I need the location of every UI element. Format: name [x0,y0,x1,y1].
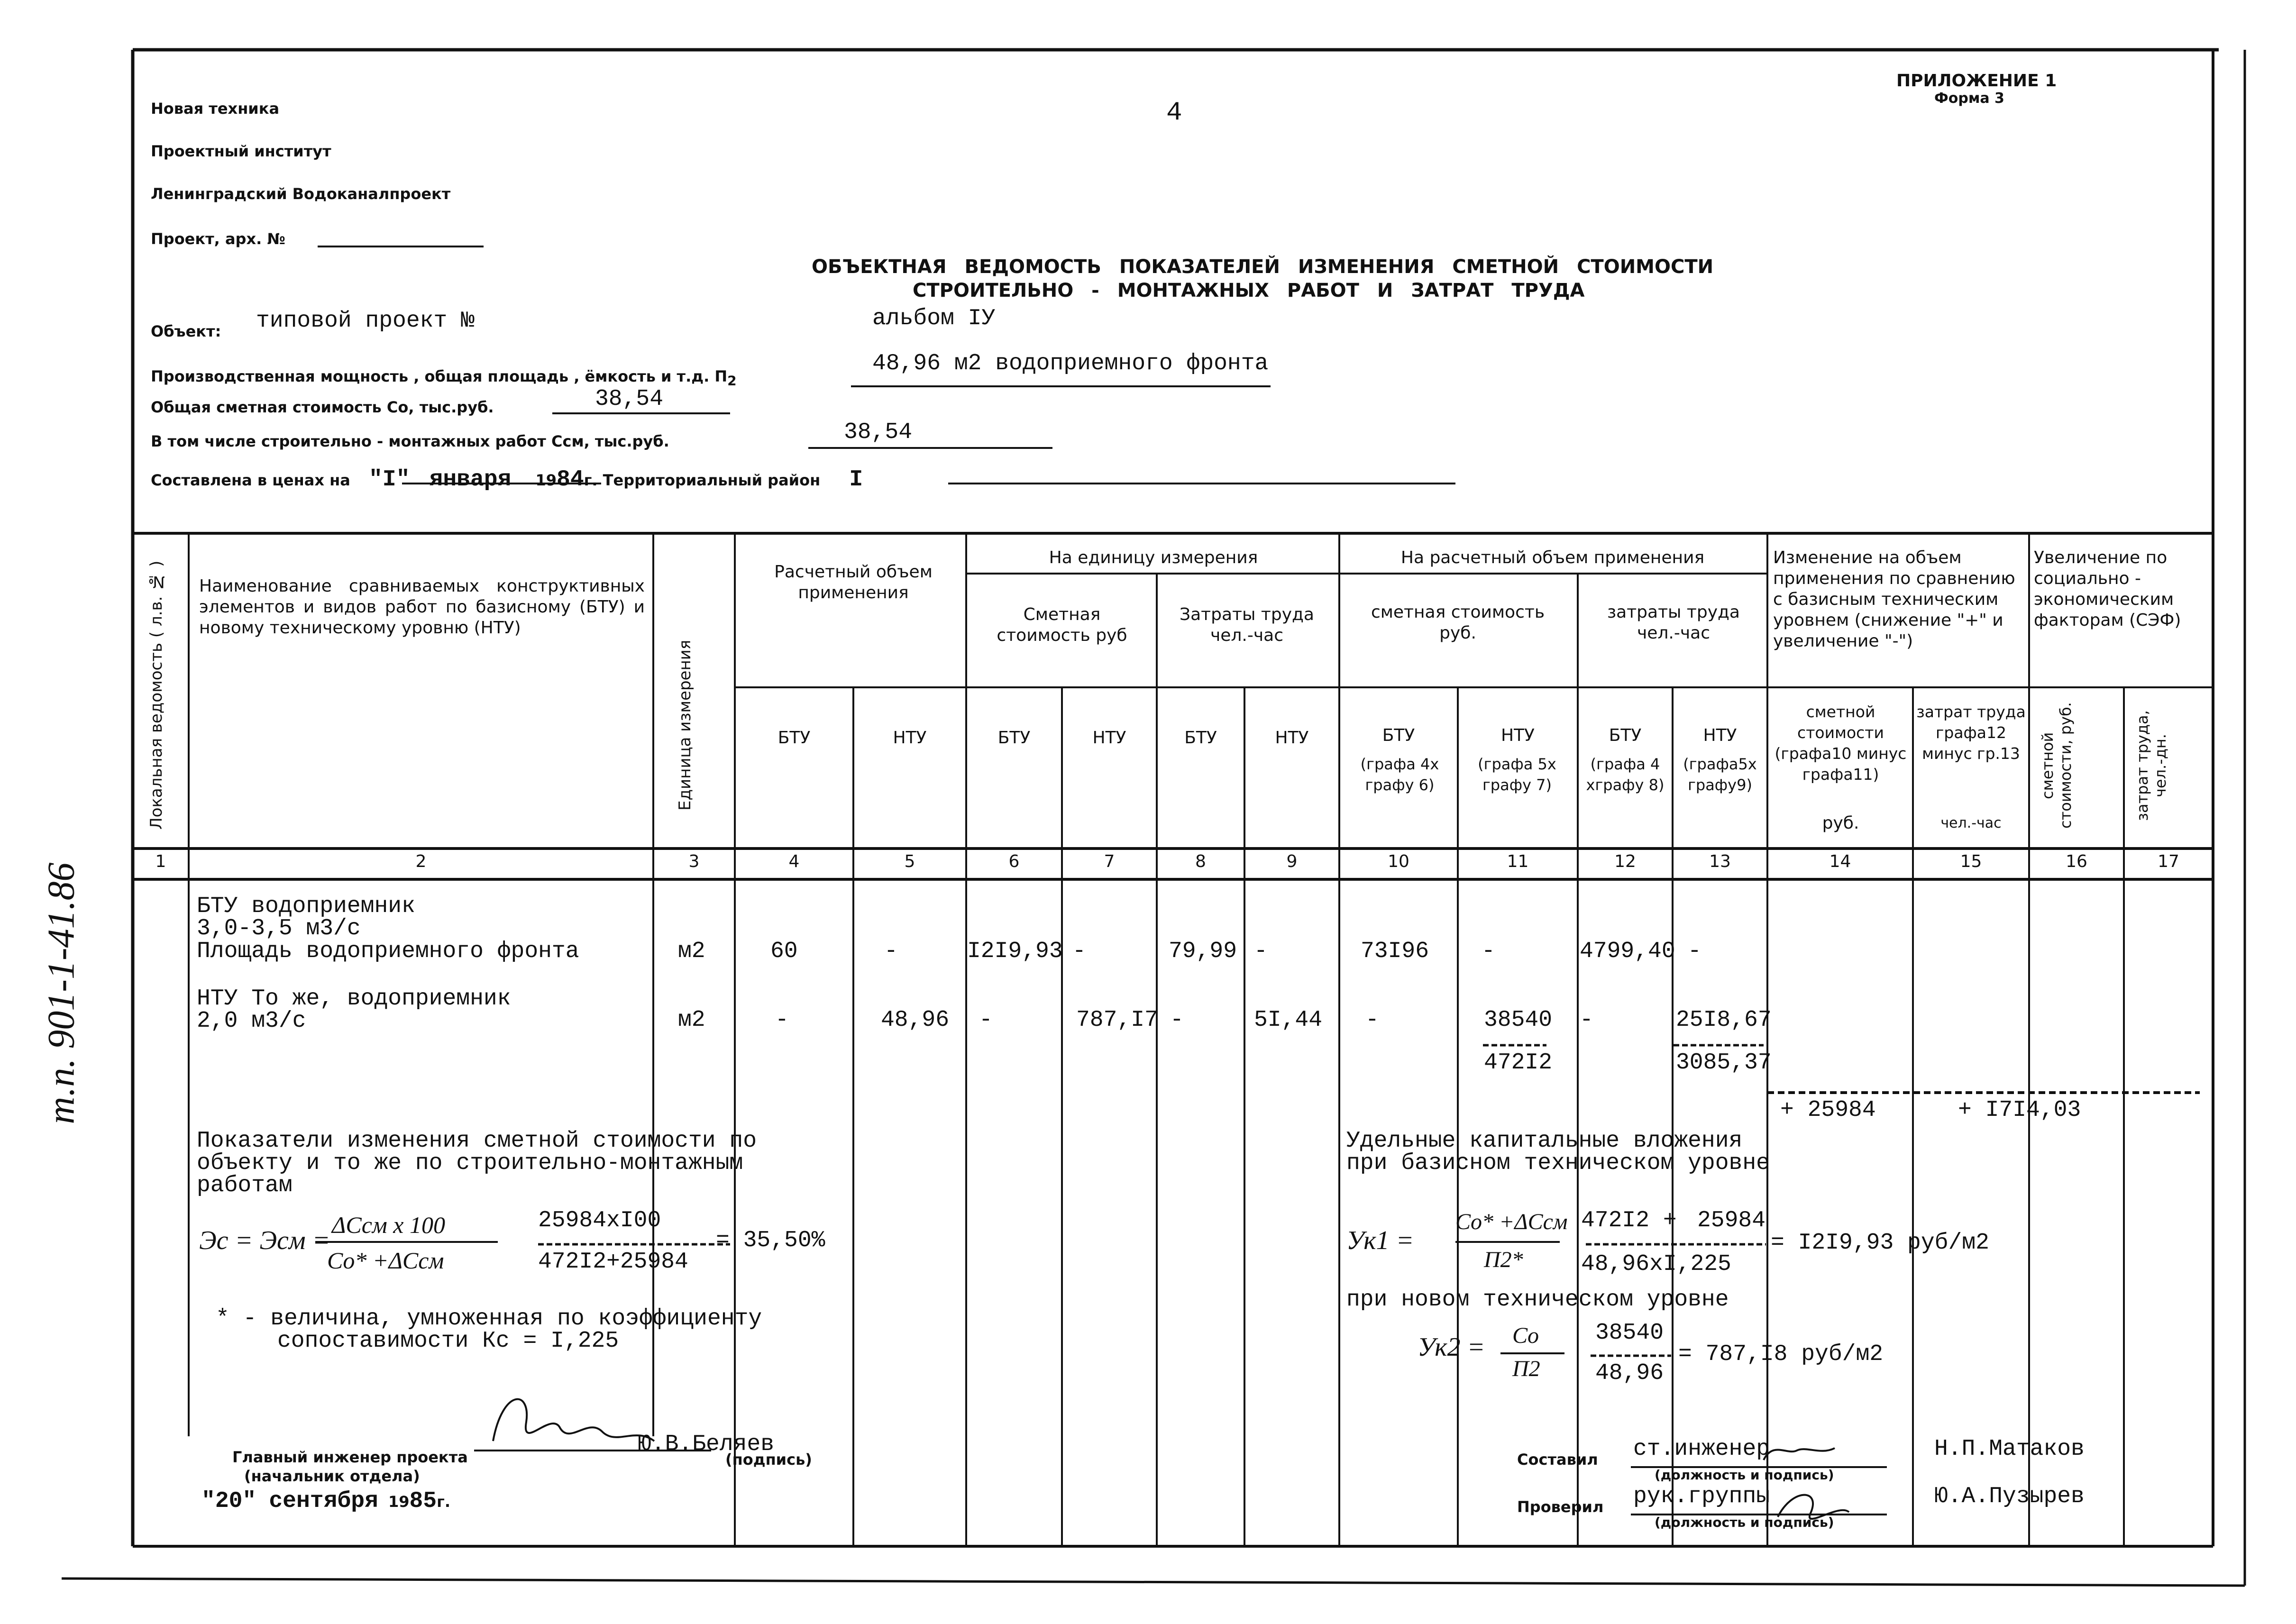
btu-total-labor-ntu: - [1688,939,1701,964]
f1-calc-den: 48,96xI,225 [1581,1251,1731,1277]
ntu-unit: м2 [678,1007,705,1033]
diff-cost: + 25984 [1780,1097,1876,1123]
specific-text-1: Удельные капитальные вложения [1346,1128,1743,1154]
date-line: "20" сентября 1985г. [201,1488,450,1514]
total-cost-value: 38,54 [595,386,664,412]
colnum-11: 11 [1507,852,1529,871]
project-label: Проект, арх. № [151,230,285,248]
indicators-text-2: объекту и то же по строительно-монтажным [197,1150,743,1176]
ntu-total-cost-a: 38540 [1484,1007,1553,1033]
smr-cost-label: В том числе строительно - монтажных работ Ссм, тыс.руб. [151,432,669,450]
f1-calc-num-b: 25984 [1697,1208,1766,1233]
f1-denominator: П2* [1484,1247,1523,1272]
f1-lhs: Ук1 = [1346,1226,1414,1255]
col2-header: Наименование сравниваемых конструктивных элементов и видов работ по базисному (БТУ) и новому техническому уровню (НТУ) [199,576,645,638]
chief-label: Главный инженер проекта [232,1448,468,1466]
btu-name-1: БТУ водоприемник [197,894,415,919]
ntu-volume: 48,96 [881,1007,950,1033]
change-header: Изменение на объем применения по сравнению с базисным техническим уровнем (снижение "+" и увеличение "-") [1773,548,2015,651]
ntu-total-cost-b: 472I2 [1484,1050,1553,1076]
formula-numerator: ΔCсм x 100 [332,1212,445,1238]
increase-header: Увеличение по социально - экономическим факторам (СЭФ) [2034,548,2181,630]
h5-ntu: НТУ [893,728,927,748]
btu-unit: м2 [678,939,705,964]
h13-formula: (графа5х графу9) [1683,755,1757,794]
f2-lhs: Ук2 = [1418,1332,1485,1362]
colnum-6: 6 [1008,852,1020,871]
f2-calc-den: 48,96 [1595,1360,1664,1386]
total-cost-label: Общая сметная стоимость Со, тыс.руб. [151,398,494,416]
h16-title: сметной стоимости, руб. [2039,702,2075,829]
compiled-label: Составил [1517,1451,1598,1469]
object-album: альбом IУ [872,306,996,331]
ntu-total-cost-btu: - [1365,1007,1379,1033]
margin-stamp: т.п. 901-1-41.86 [40,862,82,1124]
colnum-16: 16 [2066,852,2087,871]
colnum-5: 5 [904,852,915,871]
h15-unit: чел.-час [1940,815,2002,831]
h4-btu: БТУ [778,728,811,748]
colnum-10: 10 [1388,852,1409,871]
ntu-volume-btu: - [775,1007,789,1033]
ntu-unit-cost: 787,I7 [1076,1007,1158,1033]
compiled-sub: (должность и подпись) [1655,1467,1834,1483]
org-line-3: Ленинградский Водоканалпроект [151,185,451,203]
calc-volume-header: На расчетный объем применения [1400,548,1705,567]
colnum-17: 17 [2158,852,2179,871]
checked-position: рук.группы [1633,1484,1770,1509]
unit-cost-header: Сметная стоимость руб [997,605,1127,645]
h15-title: затрат труда графа12 минус гр.13 [1916,703,2026,763]
f2-numerator: Co [1512,1323,1539,1348]
h11-formula: (графа 5х графу 7) [1478,755,1556,794]
ntu-unit-cost-btu: - [979,1007,993,1033]
h6-btu: БТУ [997,728,1031,748]
unit-labor-header: Затраты труда чел.-час [1180,605,1314,645]
page-number: 4 [1166,97,1182,128]
title-line-2: СТРОИТЕЛЬНО - МОНТАЖНЫХ РАБОТ И ЗАТРАТ ТРУДА [913,280,1585,301]
btu-unit-labor-ntu: - [1254,939,1268,964]
h14-unit: руб. [1822,813,1859,833]
ntu-total-labor-btu: - [1580,1007,1593,1033]
h13-ntu: НТУ [1703,726,1737,745]
checked-label: Проверил [1517,1498,1604,1516]
f1-result: = I2I9,93 руб/м2 [1771,1230,1989,1256]
h7-ntu: НТУ [1092,728,1126,748]
btu-volume: 60 [770,939,798,964]
formula-calc-numerator: 25984xI00 [538,1208,661,1233]
per-unit-header: На единицу измерения [1049,548,1258,567]
btu-name-2: 3,0-3,5 м3/с [197,916,361,941]
colnum-8: 8 [1195,852,1206,871]
diff-labor: + I7I4,03 [1958,1097,2081,1123]
f1-calc-num-a: 472I2 + [1581,1208,1677,1233]
ntu-name-2: 2,0 м3/с [197,1008,306,1034]
btu-unit-cost-ntu: - [1072,939,1086,964]
btu-unit-cost: I2I9,93 [967,939,1063,964]
chief-sig-label: (подпись) [725,1451,812,1469]
formula-denominator: Co* +ΔCсм [327,1247,444,1274]
colnum-14: 14 [1829,852,1851,871]
object-value: типовой проект № [256,308,475,334]
colnum-12: 12 [1614,852,1636,871]
f1-numerator: Co* +ΔCсм [1455,1209,1568,1234]
compiled-name: Н.П.Матаков [1934,1436,2085,1462]
formula-calc-denominator: 472I2+25984 [538,1249,688,1275]
chief-sub: (начальник отдела) [244,1467,420,1485]
smr-cost-value: 38,54 [844,420,913,445]
form-label: Форма 3 [1934,90,2004,107]
colnum-13: 13 [1709,852,1731,871]
colnum-1: 1 [155,852,166,871]
object-label: Объект: [151,322,221,340]
colnum-15: 15 [1960,852,1982,871]
btu-total-labor: 4799,40 [1580,939,1675,964]
col1-header: Локальная ведомость ( л.в. № ) [147,560,166,830]
h12-formula: (графа 4 хграфу 8) [1586,755,1665,794]
ntu-total-labor-b: 3085,37 [1676,1050,1772,1076]
colnum-4: 4 [788,852,800,871]
colnum-9: 9 [1286,852,1298,871]
capacity-value: 48,96 м2 водоприемного фронта [872,351,1269,376]
indicators-text-3: работам [197,1173,293,1198]
f2-denominator: П2 [1512,1356,1540,1381]
compiled-position: ст.инженер [1633,1436,1770,1462]
colnum-3: 3 [688,852,700,871]
btu-volume-ntu: - [884,939,898,964]
attachment-label: ПРИЛОЖЕНИЕ 1 [1896,71,2057,91]
specific-text-3: при новом техническом уровне [1346,1287,1729,1313]
calc-labor-header: затраты труда чел.-час [1607,602,1740,643]
prices-line: Составлена в ценах на "I" января 1984г. Территориальный район I [151,467,863,493]
specific-text-2: при базисном техническом уровне [1346,1150,1770,1176]
calc-cost-header: сметная стоимость руб. [1371,602,1545,643]
btu-total-cost: 73I96 [1361,939,1429,964]
chief-name: Ю.В.Беляев [638,1432,775,1457]
h10-formula: (графа 4х графу 6) [1360,755,1439,794]
colnum-2: 2 [415,852,427,871]
h9-ntu: НТУ [1275,728,1309,748]
f2-result: = 787,I8 руб/м2 [1678,1341,1884,1367]
colnum-7: 7 [1104,852,1115,871]
f2-calc-num: 38540 [1595,1320,1664,1346]
org-line-2: Проектный институт [151,142,331,160]
ntu-name-1: НТУ То же, водоприемник [197,986,511,1012]
col3-header: Единица измерения [676,639,695,811]
note-line-1: * - величина, умноженная по коэффициенту [216,1306,762,1332]
ntu-total-labor-a: 25I8,67 [1676,1007,1772,1033]
ntu-unit-labor: 5I,44 [1254,1007,1323,1033]
checked-name: Ю.А.Пузырев [1934,1484,2085,1509]
h14-title: сметной стоимости (графа10 минус графа11) [1775,703,1907,784]
h11-ntu: НТУ [1501,726,1535,745]
formula-lhs: Эс = Эсм = [199,1226,330,1255]
h12-btu: БТУ [1609,726,1642,745]
capacity-label: Производственная мощность , общая площадь , ёмкость и т.д. $П_2$ [151,367,737,389]
ntu-unit-labor-btu: - [1170,1007,1184,1033]
note-line-2: сопоставимости Кс = I,225 [277,1328,619,1354]
org-line-1: Новая техника [151,100,280,118]
checked-sub: (должность и подпись) [1655,1515,1834,1530]
h10-btu: БТУ [1382,726,1415,745]
indicators-text-1: Показатели изменения сметной стоимости по [197,1128,757,1154]
btu-unit-labor: 79,99 [1169,939,1237,964]
title-line-1: ОБЪЕКТНАЯ ВЕДОМОСТЬ ПОКАЗАТЕЛЕЙ ИЗМЕНЕНИЯ СМЕТНОЙ СТОИМОСТИ [812,256,1714,278]
h8-btu: БТУ [1184,728,1217,748]
formula-result: = 35,50% [716,1228,825,1253]
btu-total-cost-ntu: - [1482,939,1495,964]
btu-name-3: Площадь водоприемного фронта [197,939,579,964]
h17-title: затрат труда, чел.-дн. [2133,710,2169,821]
volume-header: Расчетный объем применения [774,562,933,602]
